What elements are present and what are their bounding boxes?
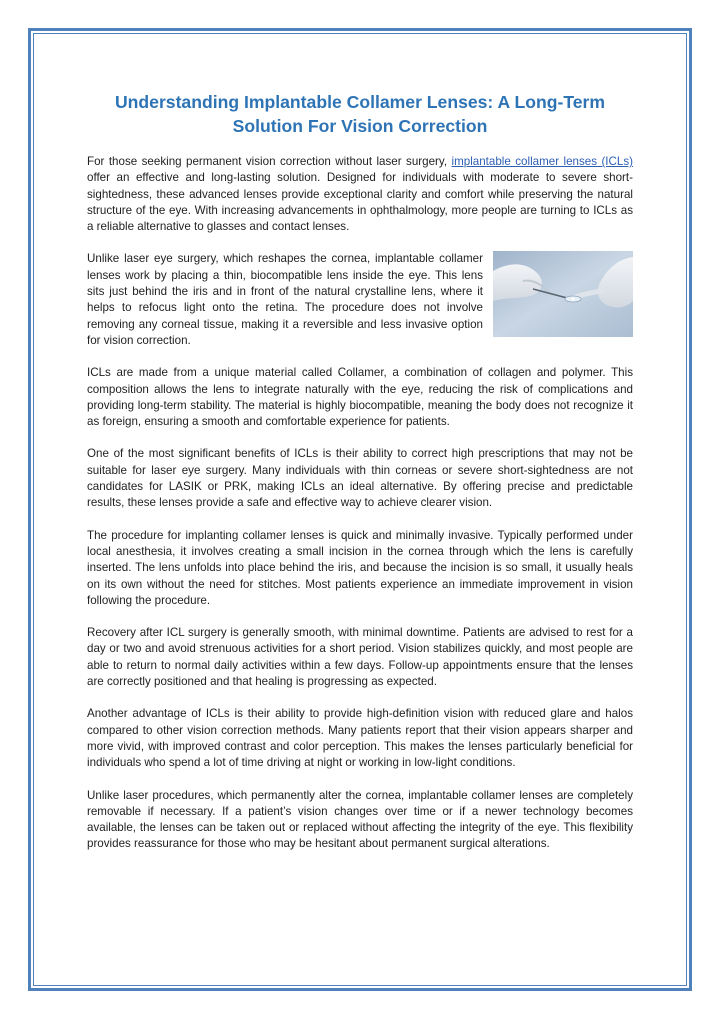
paragraph-procedure: The procedure for implanting collamer lenses is quick and minimally invasive. Typically performed under local anesthesia, it involves creating a small incision in the cornea through which the lens is carefully inserted. The lens unfolds into place behind the iris, and because the incision is so small, it usually heals on its own without the need for stitches. Most patients experience an immediate improvement in vision following the procedure. (87, 528, 633, 607)
paragraph-recovery: Recovery after ICL surgery is generally smooth, with minimal downtime. Patients are advised to rest for a day or two and avoid strenuous activities for a short period. Vision stabilizes quickly, and most people are able to return to normal daily activities within a few days. Follow-up appointments ensure that the lenses are correctly positioned and that healing is progressing as expected. (87, 626, 633, 689)
paragraph-intro (87, 154, 633, 235)
paragraph-how-it-works: Unlike laser eye surgery, which reshapes the cornea, implantable collamer lenses work by placing a thin, biocompatible lens inside the eye. This lens sits just behind the iris and in front of the natural crystalline lens, where it helps to refocus light onto the retina. The procedure does not involve removing any corneal tissue, making it a reversible and less invasive option for vision correction. (87, 252, 483, 347)
paragraph-high-prescriptions: One of the most significant benefits of ICLs is their ability to correct high prescriptions that may not be suitable for laser eye surgery. Many individuals with thin corneas or severe short-sightedness are not candidates for LASIK or PRK, making ICLs an ideal alternative. By offering precise and predictable results, these lenses provide a safe and effective way to achieve clearer vision. (87, 447, 633, 510)
icl-link[interactable]: implantable collamer lenses (ICLs) (451, 155, 634, 168)
document-title: Understanding Implantable Collamer Lenses: A Long-Term Solution For Vision Correction (114, 92, 606, 136)
lens-photo-illustration (493, 251, 633, 337)
paragraph-hd-vision: Another advantage of ICLs is their ability to provide high-definition vision with reduced glare and halos compared to other vision correction methods. Many patients report that their vision appears sharper and more vivid, with improved contrast and color perception. This makes the lenses particularly beneficial for individuals who spend a lot of time driving at night or working in low-light conditions. (87, 707, 633, 770)
document-body (87, 90, 633, 869)
paragraph-intro-text-after: offer an effective and long-lasting solution. Designed for individuals with moderate to severe short-sightedness, these advanced lenses provide exceptional clarity and comfort while preserving the natural structure of the eye. With increasing advancements in ophthalmology, more people are turning to ICLs as a reliable alternative to glasses and contact lenses. (87, 171, 633, 234)
paragraph-removable: Unlike laser procedures, which permanently alter the cornea, implantable collamer lenses are completely removable if necessary. If a patient’s vision changes over time or if a newer technology becomes available, the lenses can be taken out or replaced without affecting the integrity of the eye. This flexibility provides reassurance for those who may be hesitant about permanent surgical alterations. (87, 788, 633, 851)
gloved-hands-lens-image (493, 251, 633, 337)
paragraph-material: ICLs are made from a unique material called Collamer, a combination of collagen and polymer. This composition allows the lens to integrate naturally with the eye, reducing the risk of complications and providing long-term stability. The material is highly biocompatible, meaning the body does not recognize it as foreign, ensuring a smooth and comfortable experience for patients. (87, 366, 633, 429)
paragraph-intro-text-before: For those seeking permanent vision correction without laser surgery, (87, 155, 452, 168)
